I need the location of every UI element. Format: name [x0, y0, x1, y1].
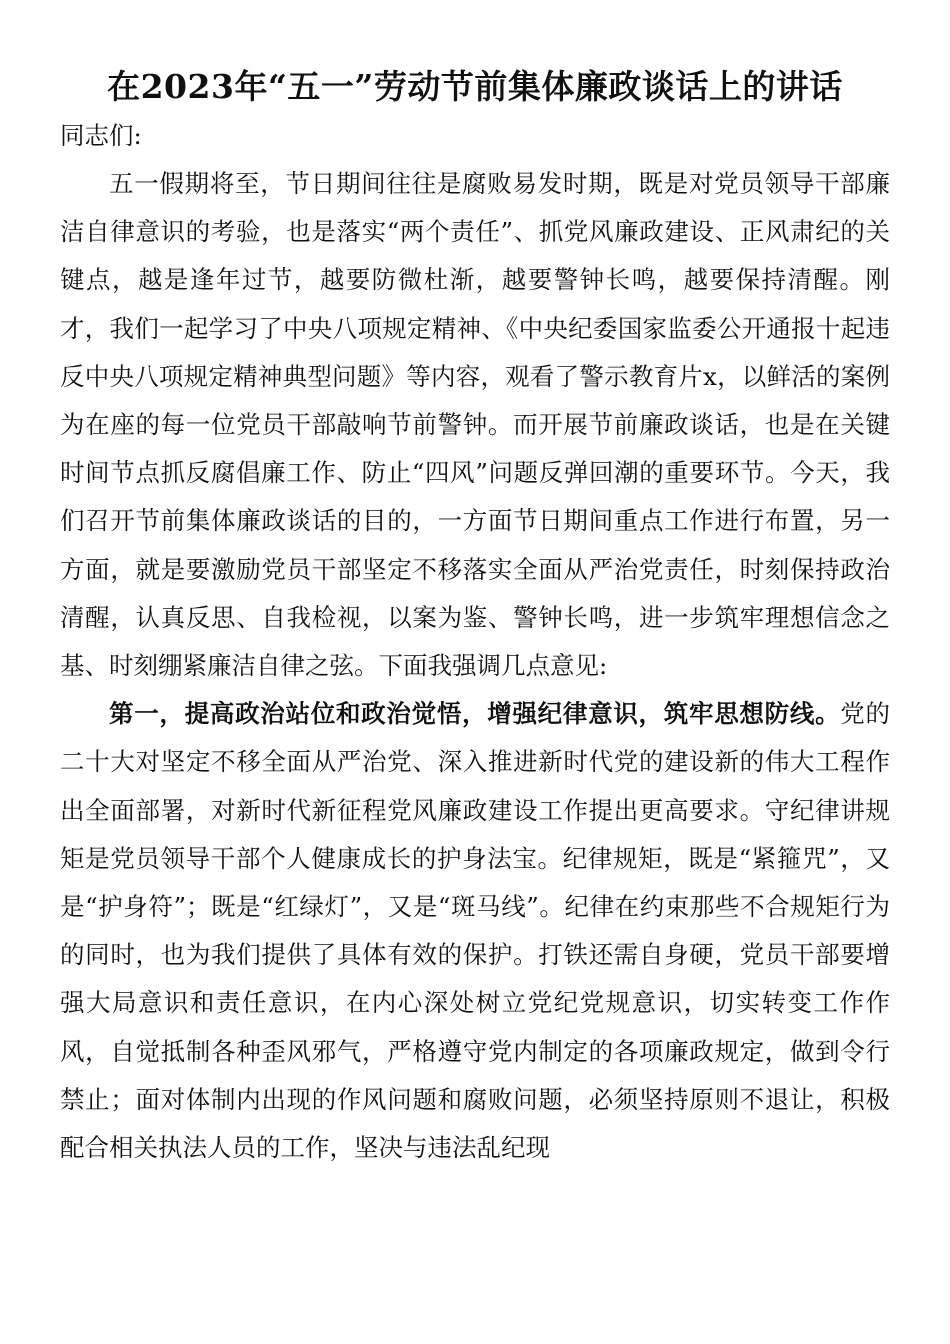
document-title: 在2023年“五一”劳动节前集体廉政谈话上的讲话 [107, 67, 843, 106]
paragraph-intro [60, 160, 890, 690]
paragraph-intro-text: 五一假期将至，节日期间往往是腐败易发时期，既是对党员领导干部廉洁自律意识的考验，也是落实“两个责任”、抓党风廉政建设、正风肃纪的关键点，越是逢年过节，越要防微杜渐，越要警钟长鸣，越要保持清醒。刚才，我们一起学习了中央八项规定精神、《中央纪委国家监委公开通报十起违反中央八项规定精神典型问题》等内容，观看了警示教育片x，以鲜活的案例为在座的每一位党员干部敲响节前警钟。而开展节前廉政谈话，也是在关键时间节点抓反腐倡廉工作、防止“四风”问题反弹回潮的重要环节。今天，我们召开节前集体廉政谈话的目的，一方面节日期间重点工作进行布置，另一方面，就是要激励党员干部坚定不移落实全面从严治党责任，时刻保持政治清醒，认真反思、自我检视，以案为鉴、警钟长鸣，进一步筑牢理想信念之基、时刻绷紧廉洁自律之弦。下面我强调几点意见: [60, 169, 890, 681]
salutation: 同志们: [60, 121, 142, 150]
paragraph-point-one [60, 690, 890, 1172]
paragraph-point-one-text: 党的二十大对坚定不移全面从严治党、深入推进新时代党的建设新的伟大工程作出全面部署，对新时代新征程党风廉政建设工作提出更高要求。守纪律讲规矩是党员领导干部个人健康成长的护身法宝。纪律规矩，既是“紧箍咒”，又是“护身符”；既是“红绿灯”，又是“斑马线”。纪律在约束那些不合规矩行为的同时，也为我们提供了具体有效的保护。打铁还需自身硬，党员干部要增强大局意识和责任意识，在内心深处树立党纪党规意识，切实转变工作作风，自觉抵制各种歪风邪气，严格遵守党内制定的各项廉政规定，做到令行禁止；面对体制内出现的作风问题和腐败问题，必须坚持原则不退让，积极配合相关执法人员的工作，坚决与违法乱纪现 [60, 699, 890, 1163]
document-page [60, 62, 890, 1172]
paragraph-point-one-heading: 第一，提高政治站位和政治觉悟，增强纪律意识，筑牢思想防线。 [109, 699, 841, 729]
